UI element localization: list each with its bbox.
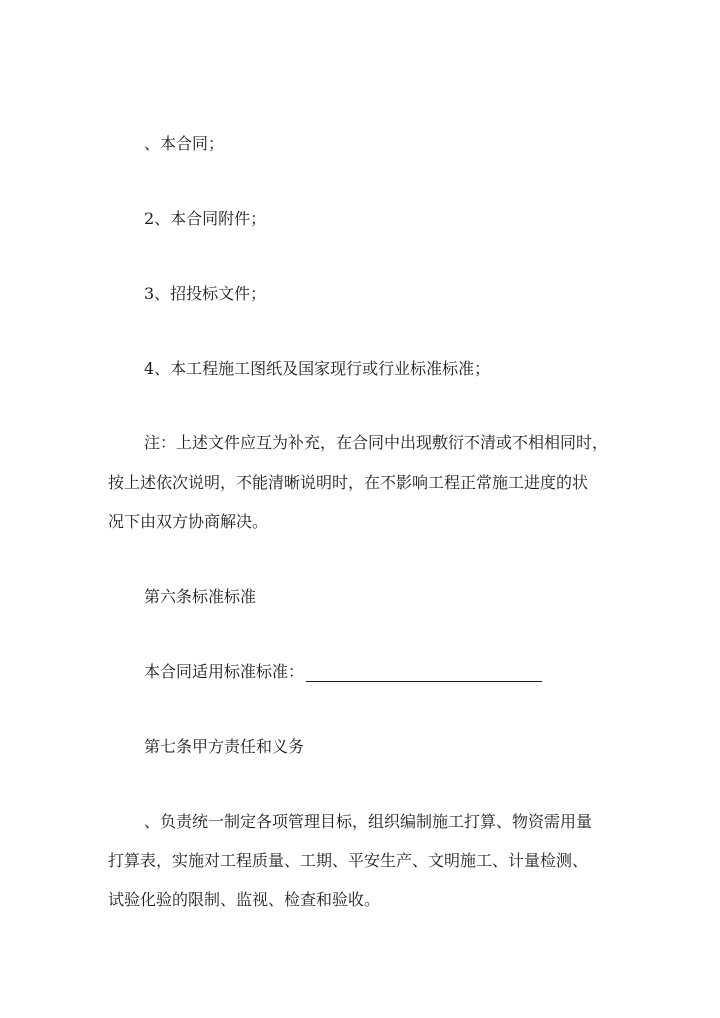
- list-item-contract-attachments: 2、本合同附件；: [144, 209, 267, 228]
- article-6-heading: 第六条标准标准: [144, 587, 257, 606]
- article-7-paragraph-line-3: 试验化验的限制、监视、检查和验收。: [108, 890, 381, 909]
- applicable-standard-row: [144, 662, 542, 682]
- note-line-1: 注：上述文件应互为补充，在合同中出现敷衍不清或不相相同时，: [144, 433, 609, 452]
- note-line-2: 按上述依次说明，不能清晰说明时，在不影响工程正常施工进度的状: [108, 473, 589, 492]
- list-item-drawings-standards: 4、本工程施工图纸及国家现行或行业标准标准；: [144, 359, 491, 378]
- note-line-3: 况下由双方协商解决。: [108, 512, 269, 531]
- applicable-standard-blank: [306, 663, 542, 682]
- article-7-paragraph-line-1: 、负责统一制定各项管理目标，组织编制施工打算、物资需用量: [144, 812, 593, 831]
- article-7-heading: 第七条甲方责任和义务: [144, 737, 305, 756]
- applicable-standard-label: 本合同适用标准标准：: [144, 662, 305, 681]
- list-item-contract: 、本合同；: [144, 134, 225, 153]
- article-7-paragraph-line-2: 打算表，实施对工程质量、工期、平安生产、文明施工、计量检测、: [108, 851, 589, 870]
- list-item-bidding-documents: 3、招投标文件；: [144, 284, 267, 303]
